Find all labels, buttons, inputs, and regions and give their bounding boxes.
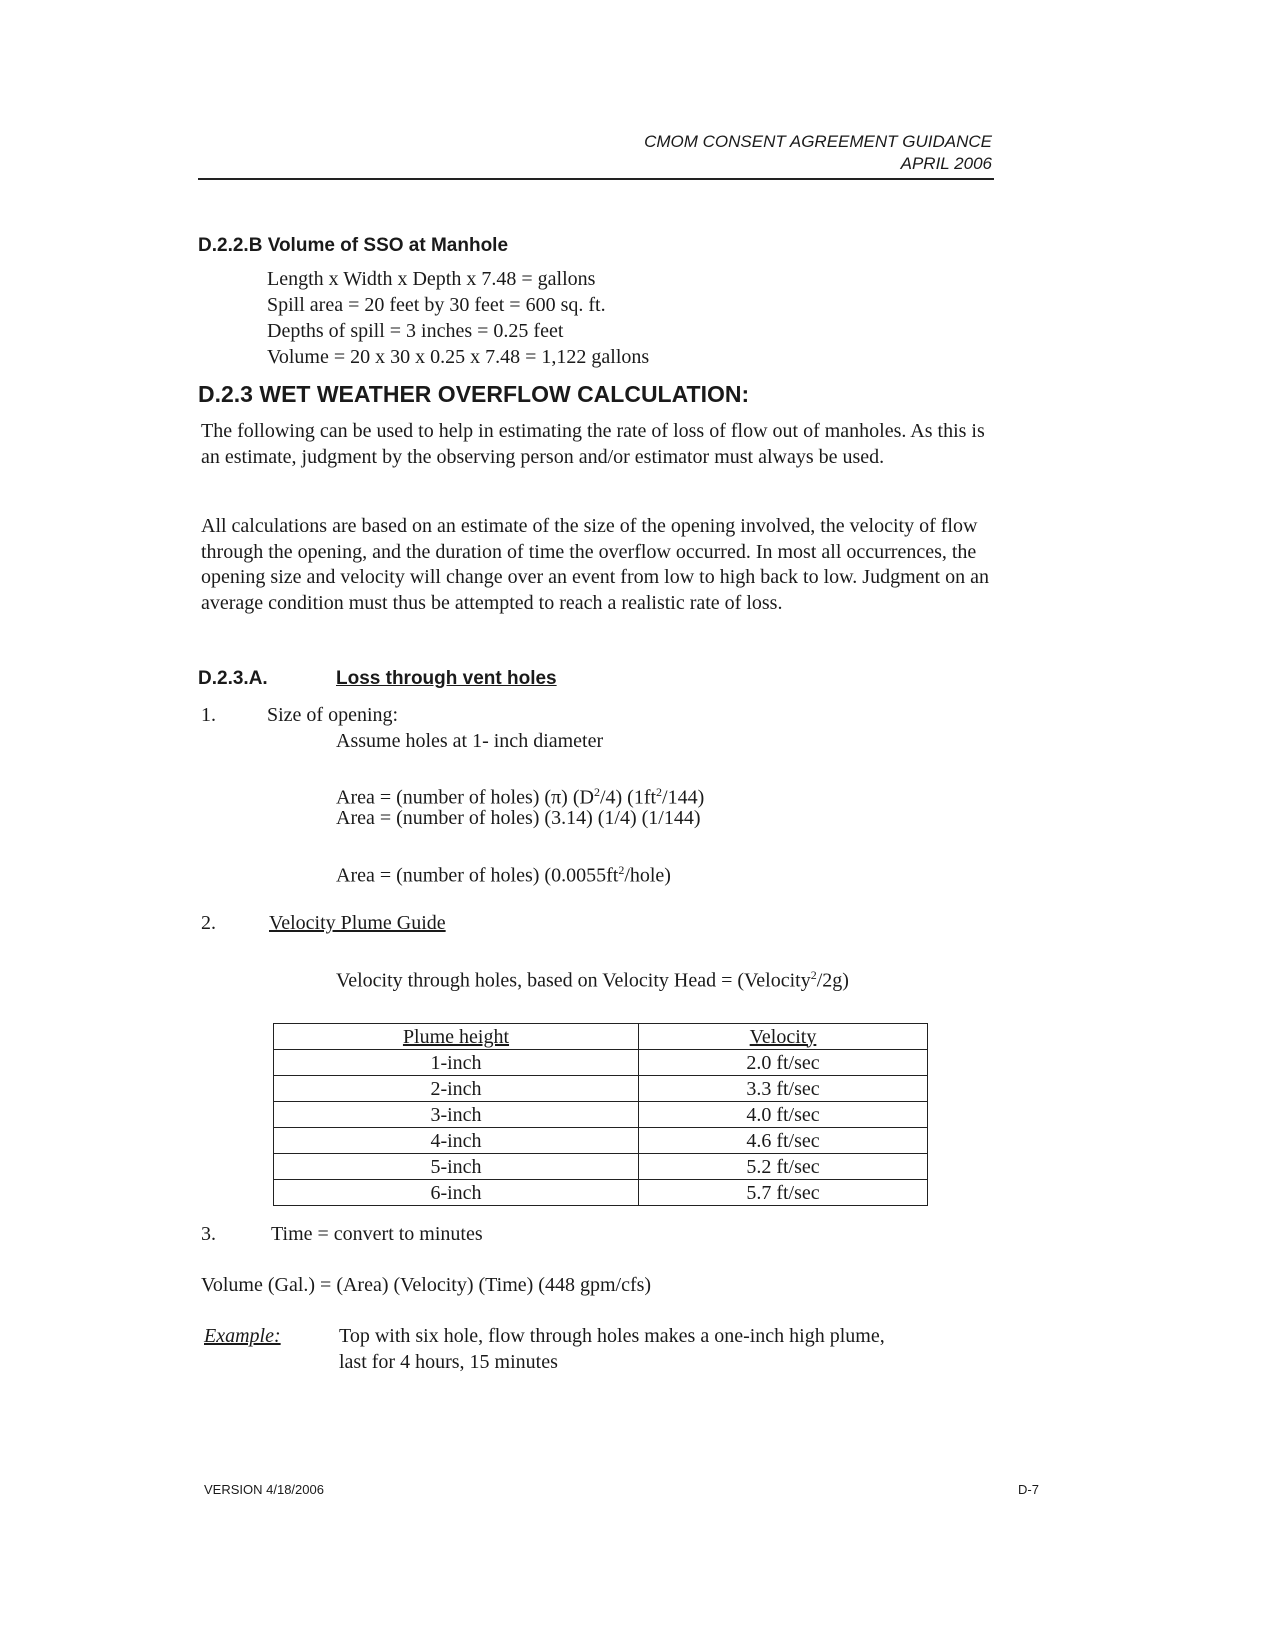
plume-height-cell: 5-inch [274,1154,639,1180]
velocity-cell: 4.6 ft/sec [639,1128,928,1154]
example-line-1: Top with six hole, flow through holes makes a one-inch high plume, [339,1325,885,1347]
section-a-title: Loss through vent holes [336,668,557,689]
header-title: CMOM CONSENT AGREEMENT GUIDANCE [644,132,992,151]
section-b-title: D.2.2.B Volume of SSO at Manhole [198,235,509,256]
velocity-cell: 2.0 ft/sec [639,1050,928,1076]
table-header-row [274,1024,928,1050]
plume-height-cell: 3-inch [274,1102,639,1128]
example-line-2: last for 4 hours, 15 minutes [339,1351,558,1373]
velocity-cell: 5.2 ft/sec [639,1154,928,1180]
velocity-plume-table [273,1023,928,1206]
example-label: Example: [204,1325,281,1347]
table-row [274,1154,928,1180]
velocity-cell: 5.7 ft/sec [639,1180,928,1206]
plume-height-cell: 2-inch [274,1076,639,1102]
item-2-label: Velocity Plume Guide [269,912,446,934]
table-row [274,1128,928,1154]
area-formula-2: Area = (number of holes) (3.14) (1/4) (1/144) [336,807,701,829]
footer-page-number: D-7 [1018,1482,1039,1497]
plume-height-cell: 1-inch [274,1050,639,1076]
plume-height-cell: 6-inch [274,1180,639,1206]
area-formula-3: Area = (number of holes) $(0.0055ft^2/hole)$ [336,863,671,887]
table-row [274,1076,928,1102]
velocity-description: Velocity through holes, based on Velocity Head = (Velocity$^2$/2g) [336,968,849,992]
section-b-line-4: Volume = 20 x 30 x 0.25 x 7.48 = 1,122 gallons [267,346,650,368]
plume-height-cell: 4-inch [274,1128,639,1154]
section-b-line-3: Depths of spill = 3 inches = 0.25 feet [267,320,564,342]
item-1-assume: Assume holes at 1- inch diameter [336,730,604,752]
section-b-line-1: Length x Width x Depth x 7.48 = gallons [267,268,596,290]
volume-formula: Volume (Gal.) = (Area) (Velocity) (Time) (448 gpm/cfs) [201,1274,652,1296]
table-row [274,1180,928,1206]
item-3-text: Time = convert to minutes [271,1223,483,1245]
item-3-number: 3. [201,1223,216,1245]
header-divider [198,178,994,180]
header-plume-height: Plume height [274,1024,639,1050]
header-velocity: Velocity [639,1024,928,1050]
velocity-cell: 4.0 ft/sec [639,1102,928,1128]
item-1-label: Size of opening: [267,704,399,726]
footer-version: VERSION 4/18/2006 [204,1482,324,1497]
velocity-cell: 3.3 ft/sec [639,1076,928,1102]
section-b-line-2: Spill area = 20 feet by 30 feet = 600 sq. ft. [267,294,606,316]
section-3-paragraph-2: All calculations are based on an estimate of the size of the opening involved, the velocity of flow through the opening, and the duration of time the overflow occurred. In most all occurrences, the opening size and velocity will change over an event from low to high back to low. Judgment on an average condition must thus be attempted to reach a realistic rate of loss. [201,515,989,614]
item-2-number: 2. [201,912,216,934]
table-row [274,1050,928,1076]
section-3-title: D.2.3 WET WEATHER OVERFLOW CALCULATION: [198,381,750,407]
header-date: APRIL 2006 [900,154,992,173]
table-row [274,1102,928,1128]
section-3-paragraph-1: The following can be used to help in estimating the rate of loss of flow out of manholes. As this is an estimate, judgment by the observing person and/or estimator must always be used. [201,420,985,468]
item-1-number: 1. [201,704,216,726]
section-a-number: D.2.3.A. [198,668,268,689]
area-formula-1: Area = (number of holes) (π) $(D^2/4)$ $(1ft^2/144)$ [336,785,705,809]
